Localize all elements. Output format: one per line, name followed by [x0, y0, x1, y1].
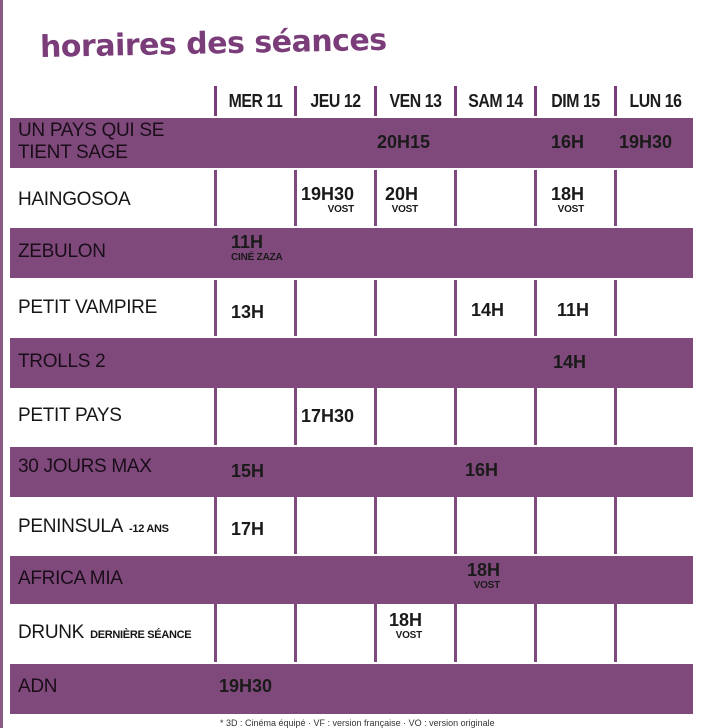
cell-divider [374, 497, 377, 554]
film-title: AFRICA MIA [18, 568, 123, 589]
cell-divider [374, 170, 377, 226]
day-header-dim-15: DIM 15 [551, 90, 600, 111]
cell-divider [294, 604, 297, 662]
showtime [551, 132, 584, 152]
showtime-value: 19H30 [301, 184, 355, 204]
footer-legend: * 3D : Cinéma équipé · VF : version française · VO : version originale [220, 718, 495, 728]
showtime [471, 300, 504, 320]
showtime [231, 461, 264, 481]
showtime-value: 15H [231, 461, 265, 481]
film-title: DRUNK DERNIÈRE SÉANCE [18, 622, 192, 643]
showtime-value: 18H [389, 610, 423, 630]
film-row [10, 447, 693, 497]
film-row [10, 338, 693, 388]
cell-divider [614, 170, 617, 226]
cell-divider [534, 170, 537, 226]
cell-divider [454, 497, 457, 554]
showtime [465, 460, 498, 480]
day-header-lun-16: LUN 16 [629, 90, 682, 111]
film-title: UN PAYS QUI SE TIENT SAGE [18, 120, 165, 163]
film-row [10, 556, 693, 604]
cell-divider [454, 604, 457, 662]
showtime-version: VOST [395, 630, 423, 641]
cell-divider [614, 604, 617, 662]
film-title: PETIT VAMPIRE [18, 297, 157, 318]
showtime-value: 13H [231, 302, 265, 322]
cell-divider [374, 280, 377, 336]
cell-divider [614, 388, 617, 445]
cell-divider [614, 497, 617, 554]
film-title: PETIT PAYS [18, 405, 122, 426]
cell-divider [614, 280, 617, 336]
showtime-value: 18H [551, 184, 585, 204]
header-divider [534, 86, 537, 116]
day-header-ven-13: VEN 13 [389, 90, 442, 111]
cell-divider [454, 280, 457, 336]
film-row [10, 228, 693, 278]
header-divider [454, 86, 457, 116]
showtime [557, 300, 589, 320]
showtime-value: 19H30 [619, 132, 673, 152]
film-title: PENINSULA -12 ANS [18, 516, 169, 537]
showtime-version: CINÉ ZAZA [231, 252, 283, 263]
cell-divider [454, 388, 457, 445]
film-title: ZEBULON [18, 241, 106, 262]
showtime [219, 676, 272, 696]
film-row [10, 280, 693, 336]
film-row [10, 664, 693, 714]
cell-divider [534, 388, 537, 445]
showtime [231, 302, 264, 322]
showtime-value: 16H [551, 132, 585, 152]
showtime [619, 132, 672, 152]
showtime [551, 184, 584, 216]
cell-divider [294, 170, 297, 226]
showtime [467, 560, 500, 592]
showtime-value: 14H [471, 300, 505, 320]
film-note: DERNIÈRE SÉANCE [90, 629, 192, 641]
showtime [301, 406, 354, 426]
film-title: 30 JOURS MAX [18, 456, 152, 477]
film-note: -12 ANS [129, 523, 169, 535]
showtime-value: 20H15 [377, 132, 431, 152]
showtime-value: 11H [557, 300, 590, 320]
cell-divider [214, 604, 217, 662]
cell-divider [534, 497, 537, 554]
film-row [10, 497, 693, 554]
showtime [231, 519, 264, 539]
film-title: HAINGOSOA [18, 189, 131, 210]
showtime [301, 184, 354, 216]
cell-divider [214, 388, 217, 445]
showtime [553, 352, 586, 372]
cell-divider [534, 280, 537, 336]
showtime-value: 17H [231, 519, 265, 539]
cell-divider [214, 280, 217, 336]
day-header-mer-11: MER 11 [228, 90, 283, 111]
header-divider [374, 86, 377, 116]
cell-divider [294, 280, 297, 336]
showtime-version: VOST [391, 204, 419, 215]
day-header-sam-14: SAM 14 [468, 90, 523, 111]
showtime [385, 184, 418, 216]
showtime [389, 610, 422, 642]
page-title: horaires des séances [39, 22, 387, 65]
day-header-jeu-12: JEU 12 [310, 90, 361, 111]
cell-divider [454, 170, 457, 226]
showtime-value: 18H [467, 560, 501, 580]
showtime-value: 17H30 [301, 406, 355, 426]
film-row [10, 388, 693, 445]
cell-divider [374, 388, 377, 445]
showtime-version: VOST [473, 580, 501, 591]
showtime-version: VOST [327, 204, 355, 215]
film-row [10, 170, 693, 226]
showtime-value: 16H [465, 460, 499, 480]
header-divider [294, 86, 297, 116]
cell-divider [294, 497, 297, 554]
showtime-value: 19H30 [219, 676, 273, 696]
header-divider [214, 86, 217, 116]
film-row [10, 604, 693, 662]
showtime-value: 11H [231, 232, 264, 252]
film-title: ADN [18, 676, 58, 697]
film-row [10, 118, 693, 168]
showtime [231, 232, 283, 264]
cell-divider [534, 604, 537, 662]
showtime-version: VOST [557, 204, 585, 215]
header-divider [614, 86, 617, 116]
showtime [377, 132, 430, 152]
cell-divider [214, 170, 217, 226]
cell-divider [374, 604, 377, 662]
cell-divider [294, 388, 297, 445]
showtime-value: 14H [553, 352, 587, 372]
film-title: TROLLS 2 [18, 351, 106, 372]
cell-divider [214, 497, 217, 554]
showtime-value: 20H [385, 184, 419, 204]
